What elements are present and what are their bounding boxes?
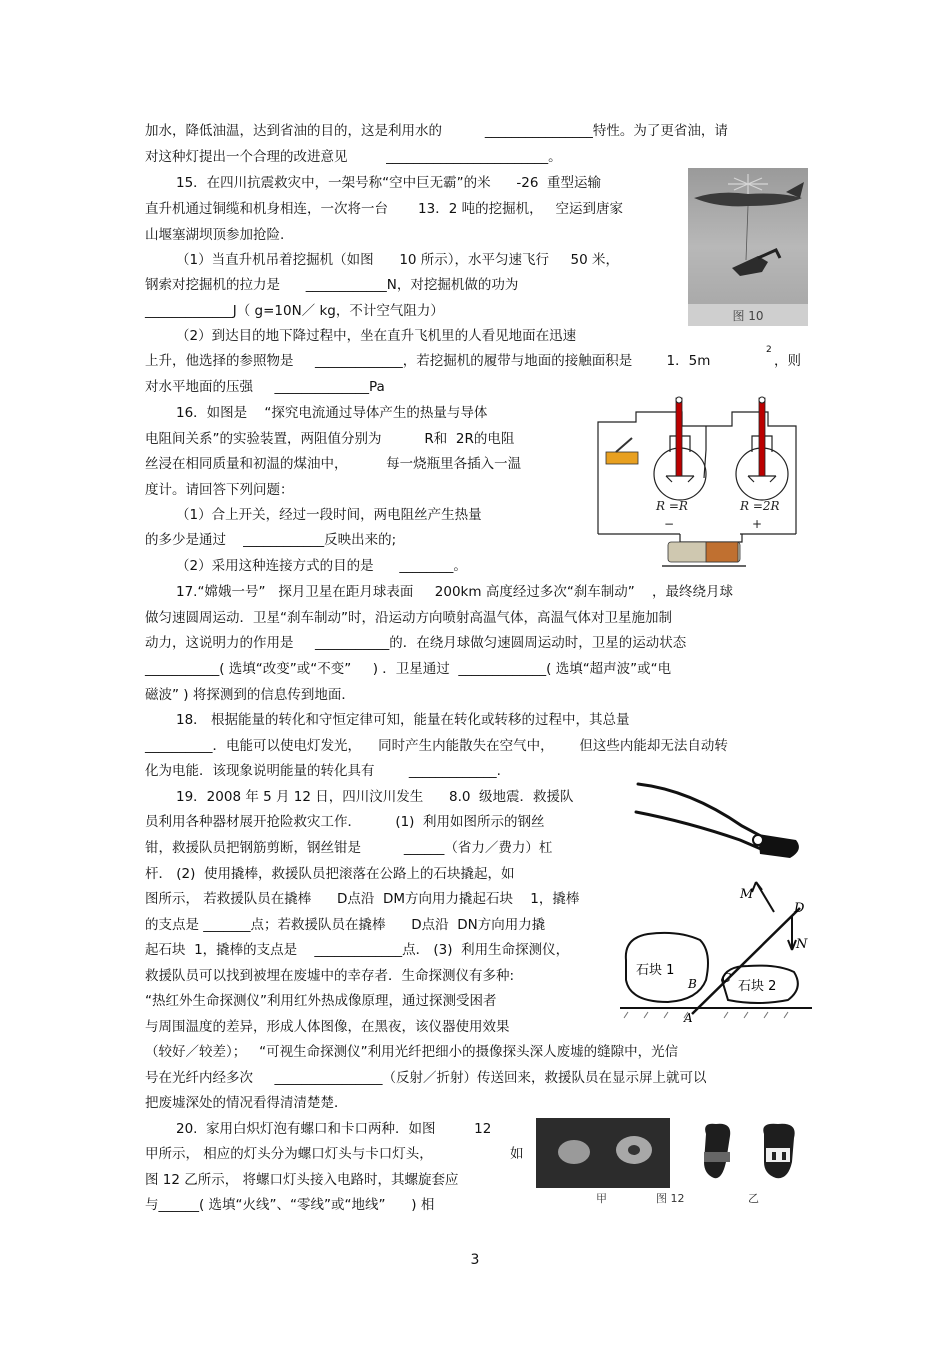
text-line: 化为电能．该现象说明能量的转化具有 _____________. bbox=[145, 763, 501, 779]
page-number: 3 bbox=[470, 1252, 480, 1268]
text-line: 起石块 1，撬棒的支点是 _____________点． (3) 利用生命探测仪， bbox=[145, 942, 570, 958]
text-line: “热红外生命探测仪”利用红外热成像原理，通过探测受困者 bbox=[145, 993, 497, 1009]
text-line: 做匀速圆周运动．卫星“刹车制动”时，沿运动方向喷射高温气体，高温气体对卫星施加制 bbox=[145, 610, 672, 626]
text-line: 电阻间关系”的实验装置，两阻值分别为 R和 2R的电阻 bbox=[145, 431, 515, 447]
label-b: B bbox=[688, 977, 697, 991]
text-line: 18． 根据能量的转化和守恒定律可知，能量在转化或转移的过程中，其总量 bbox=[176, 712, 630, 728]
text-line: 加水，降低油温，达到省油的目的，这是利用水的 ________________特性。为了更省油，请 bbox=[145, 123, 728, 139]
text-line: 钢索对挖掘机的拉力是 ____________N，对挖掘机做的功为 bbox=[145, 277, 519, 293]
text-line: 17.“嫦娥一号” 探月卫星在距月球表面 200km 高度经过多次“刹车制动” ，最终绕月球 bbox=[176, 584, 733, 600]
text-line: 直升机通过铜缆和机身相连，一次将一台 13．2 吨的挖掘机， 空运到唐家 bbox=[145, 201, 623, 217]
superscript: 2 bbox=[766, 345, 772, 355]
text-line: （1）合上开关，经过一段时间，两电阻丝产生热量 bbox=[176, 507, 482, 523]
label-r-left: R =R bbox=[656, 499, 688, 513]
text-line: （1）当直升机吊着挖掘机（如图 10 所示），水平匀速飞行 50 米， bbox=[176, 252, 619, 268]
text-line: 动力，这说明力的作用是 ___________的．在绕月球做匀速圆周运动时，卫星的运动状态 bbox=[145, 635, 687, 651]
text-line: 15．在四川抗震救灾中，一架号称“空中巨无霸”的米 -26 重型运输 bbox=[176, 175, 602, 191]
text-line: 杆． (2) 使用撬棒，救援队员把滚落在公路上的石块撬起，如 bbox=[145, 866, 515, 882]
text-line: 号在光纤内经多次 ________________（反射／折射）传送回来，救援队员在显示屏上就可以 bbox=[145, 1070, 707, 1086]
text-line: 磁波” ) 将探测到的信息传到地面． bbox=[145, 687, 355, 703]
label-rock-1: 石块 1 bbox=[636, 963, 675, 978]
text-line: __________．电能可以使电灯发光， 同时产生内能散失在空气中， 但这些内能却无法自动转 bbox=[145, 738, 728, 754]
text-line: （2）采用这种连接方式的目的是 ________。 bbox=[176, 558, 467, 574]
text-line: 与______( 选填“火线”、“零线”或“地线” ) 相 bbox=[145, 1197, 435, 1213]
label-n: N bbox=[796, 937, 808, 952]
text-line: 员利用各种器材展开抢险救灾工作． (1) 利用如图所示的钢丝 bbox=[145, 814, 545, 830]
label-minus: − bbox=[664, 517, 675, 531]
label-c: C bbox=[722, 971, 732, 985]
text-line: 上升，他选择的参照物是 _____________，若挖掘机的履带与地面的接触面积是 1．5m bbox=[145, 353, 711, 369]
text-line: 图所示， 若救援队员在撬棒 D点沿 DM方向用力撬起石块 1，撬棒 bbox=[145, 891, 580, 907]
text-line: 图 12 乙所示， 将螺口灯头接入电路时，其螺旋套应 bbox=[145, 1172, 459, 1188]
label-r-right: R =2R bbox=[740, 499, 780, 513]
label-yi: 乙 bbox=[748, 1192, 759, 1205]
text-line: 甲所示， 相应的灯头分为螺口灯头与卡口灯头， 如 bbox=[145, 1146, 524, 1162]
label-plus: + bbox=[752, 517, 763, 531]
label-jia: 甲 bbox=[596, 1192, 607, 1205]
lamp-socket-illustration bbox=[536, 1118, 806, 1212]
text-line: 丝浸在相同质量和初温的煤油中， 每一烧瓶里各插入一温 bbox=[145, 456, 522, 472]
text-line: ，则 bbox=[774, 353, 801, 369]
switch bbox=[606, 452, 638, 464]
text-line: 16．如图是 “探究电流通过导体产生的热量与导体 bbox=[176, 405, 488, 421]
helicopter-illustration bbox=[688, 168, 808, 326]
label-a: A bbox=[684, 1011, 693, 1025]
label-rock-2: 石块 2 bbox=[738, 979, 777, 994]
lamp-socket-figure bbox=[536, 1118, 806, 1212]
figure-caption: 图 10 bbox=[732, 309, 764, 323]
text-line: 19．2008 年 5 月 12 日，四川汶川发生 8.0 级地震．救援队 bbox=[176, 789, 574, 805]
text-line: 与周围温度的差异，形成人体图像，在黑夜，该仪器使用效果 bbox=[145, 1019, 510, 1035]
pliers-icon bbox=[630, 776, 810, 872]
text-line: （较好／较差）； “可视生命探测仪”利用光纤把细小的摄像探头深人废墟的缝隙中，光信 bbox=[145, 1044, 679, 1060]
label-m: M bbox=[740, 887, 754, 902]
lever-figure bbox=[618, 876, 814, 1034]
text-line: 钳，救援队员把钢筋剪断，钢丝钳是 ______（省力／费力）杠 bbox=[145, 840, 553, 856]
text-line: （2）到达目的地下降过程中，坐在直升飞机里的人看见地面在迅速 bbox=[176, 328, 577, 344]
circuit-diagram bbox=[592, 392, 810, 576]
text-line: ___________( 选填“改变”或“不变” ) ．卫星通过 _____________( 选填“超声波”或“电 bbox=[145, 661, 672, 677]
text-line: 救援队员可以找到被埋在废墟中的幸存者．生命探测仪有多种: bbox=[145, 968, 515, 984]
wire-cutter-figure bbox=[630, 776, 810, 872]
text-line: 20. 家用白炽灯泡有螺口和卡口两种．如图 12 bbox=[176, 1121, 492, 1137]
text-line: 山堰塞湖坝顶参加抢险. bbox=[145, 227, 285, 243]
text-line: 的支点是 _______点；若救援队员在撬棒 D点沿 DN方向用力撬 bbox=[145, 917, 546, 933]
lever-illustration bbox=[618, 876, 814, 1034]
text-line: _____________J（ g=10N／ kg，不计空气阻力） bbox=[145, 303, 444, 319]
figure-caption: 图 12 bbox=[656, 1192, 685, 1205]
circuit-illustration bbox=[592, 392, 810, 576]
text-line: 度计。请回答下列问题： bbox=[145, 482, 294, 498]
text-line: 对水平地面的压强 ______________Pa bbox=[145, 379, 385, 395]
text-line: 对这种灯提出一个合理的改进意见 ________________________。 bbox=[145, 149, 562, 165]
text-line: 把废墟深处的情况看得清清楚楚． bbox=[145, 1095, 348, 1111]
text-line: 的多少是通过 ____________反映出来的; bbox=[145, 532, 397, 548]
label-d: D bbox=[794, 901, 805, 916]
helicopter-photo bbox=[688, 168, 808, 326]
